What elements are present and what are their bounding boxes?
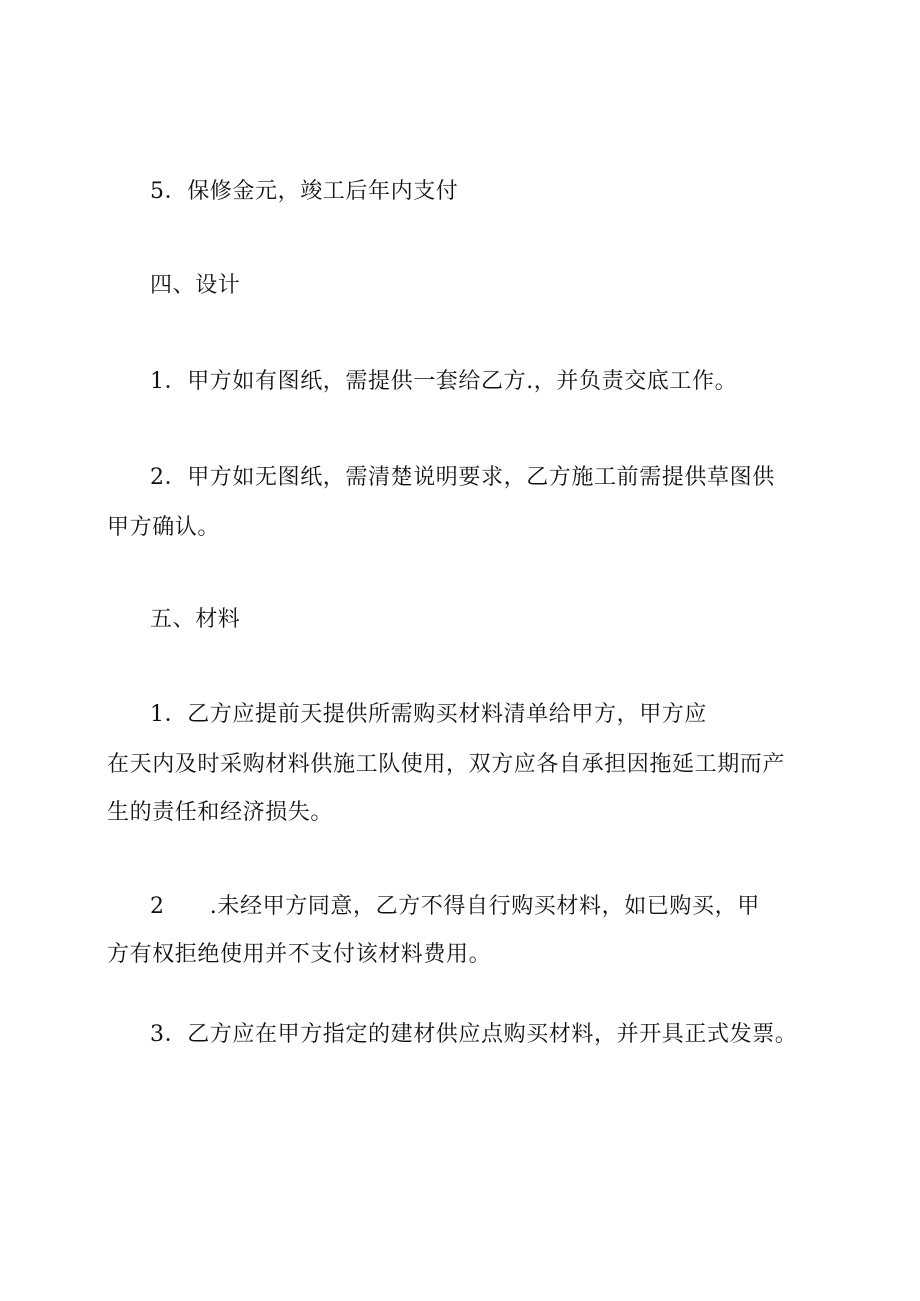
clause-5-warranty: 5．保修金元，竣工后年内支付 <box>150 179 459 204</box>
design-clause-2-line-2: 甲方确认。 <box>107 515 221 540</box>
materials-clause-1-line-3: 生的责任和经济损失。 <box>107 800 334 825</box>
materials-clause-2-line-2: 方有权拒绝使用并不支付该材料费用。 <box>107 942 492 967</box>
materials-clause-3: 3．乙方应在甲方指定的建材供应点购买材料，并开具正式发票。 <box>150 1022 798 1047</box>
materials-clause-1-line-2: 在天内及时采购材料供施工队使用，双方应各自承担因拖延工期而产 <box>107 752 786 777</box>
materials-clause-1-line-1: 1．乙方应提前天提供所需购买材料清单给甲方，甲方应 <box>150 702 707 727</box>
design-clause-1: 1．甲方如有图纸，需提供一套给乙方.，并负责交底工作。 <box>150 369 738 394</box>
section-heading-materials: 五、材料 <box>150 607 241 632</box>
design-clause-2-line-1: 2．甲方如无图纸，需清楚说明要求，乙方施工前需提供草图供 <box>150 465 775 490</box>
section-heading-design: 四、设计 <box>150 273 241 298</box>
materials-clause-2-line-1: 2 .未经甲方同意，乙方不得自行购买材料，如已购买，甲 <box>150 894 760 919</box>
